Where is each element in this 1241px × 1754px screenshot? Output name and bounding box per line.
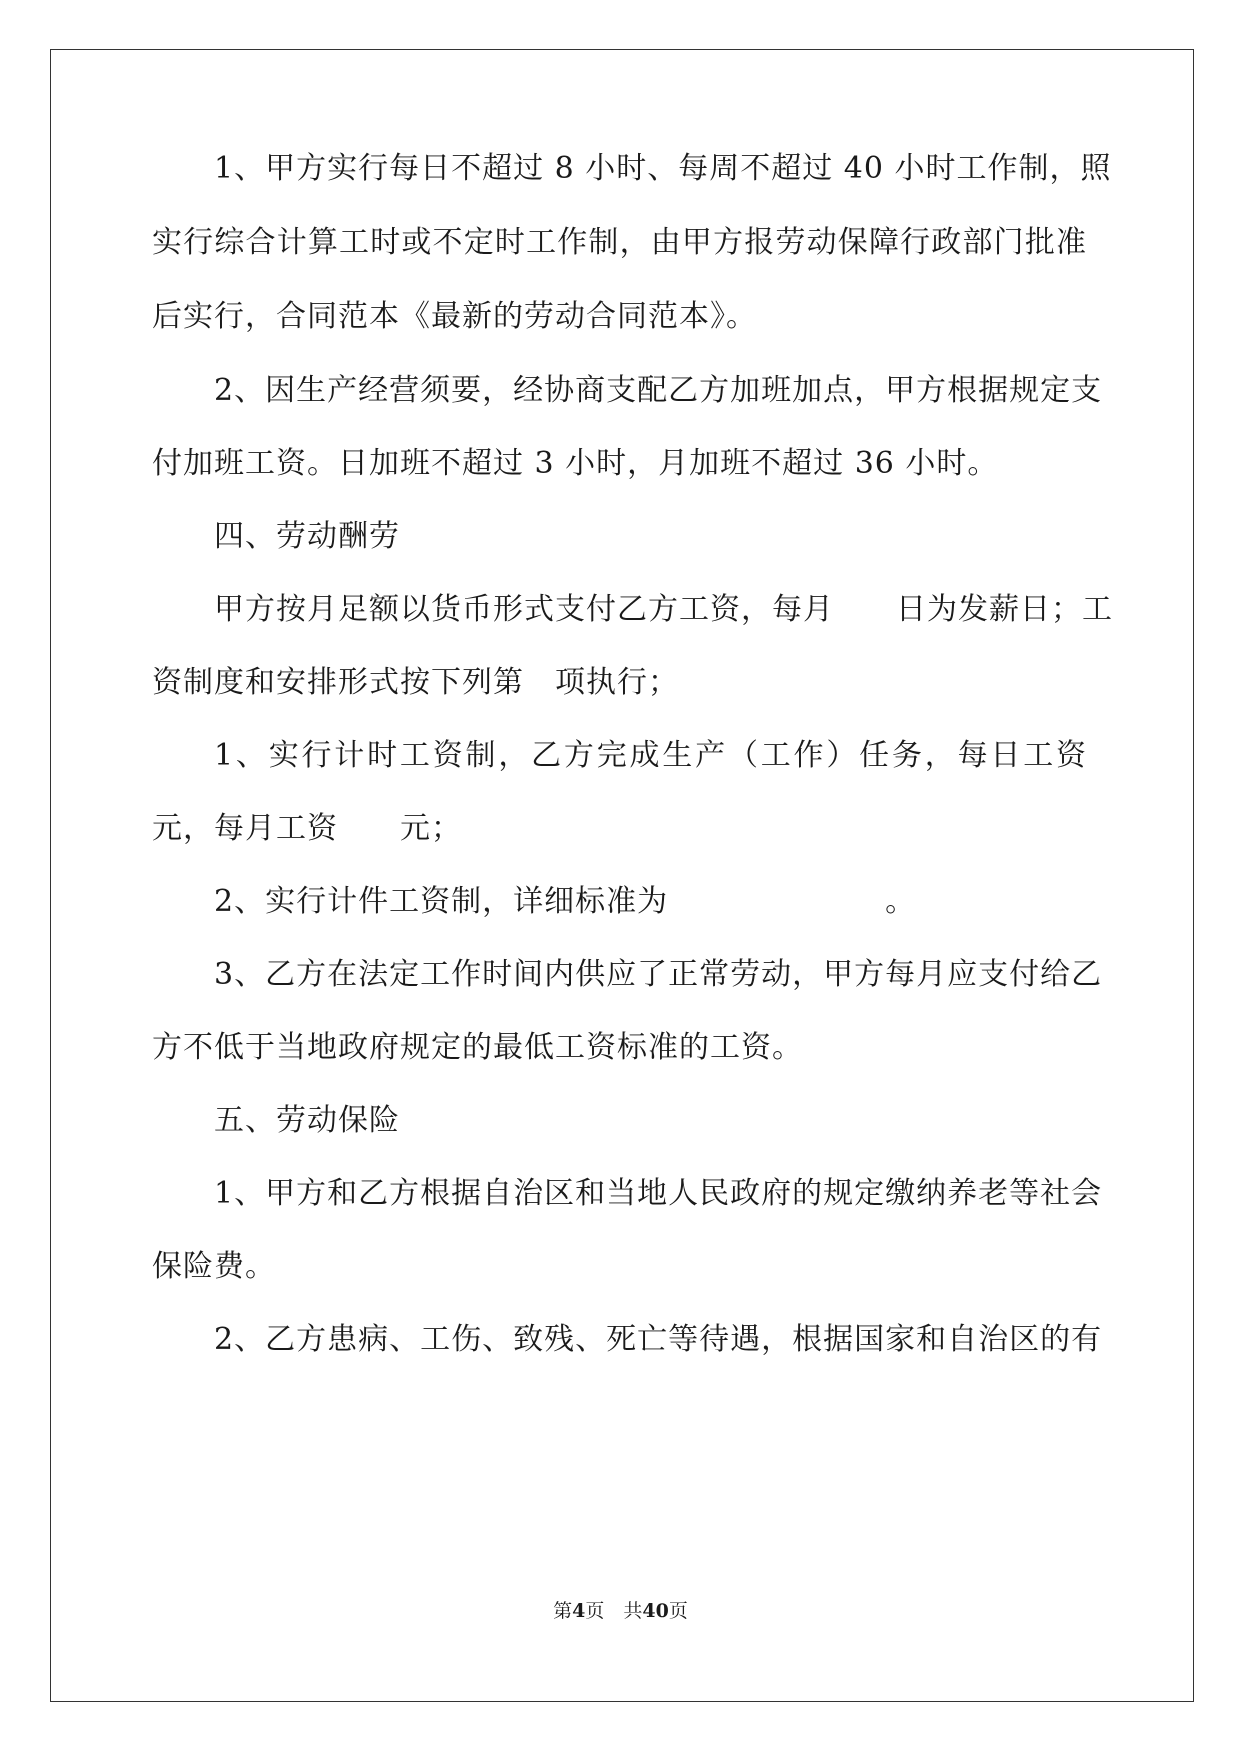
paragraph-line: 方不低于当地政府规定的最低工资标准的工资。 [152,1030,803,1065]
paragraph-line: 后实行，合同范本《最新的劳动合同范本》。 [152,299,757,334]
paragraph-line: 元，每月工资 元； [152,811,462,846]
paragraph-line: 甲方按月足额以货币形式支付乙方工资，每月 日为发薪日；工 [214,592,1113,627]
footer-prefix: 第 [553,1600,573,1622]
page-number-footer [0,1598,1241,1624]
paragraph-line: 保险费。 [152,1249,276,1284]
paragraph-line: 1、甲方实行每日不超过 8 小时、每周不超过 40 小时工作制，照 [214,151,1112,186]
section-heading: 四、劳动酬劳 [214,519,400,554]
footer-middle: 页 共 [585,1600,643,1622]
paragraph-line: 2、因生产经营须要，经协商支配乙方加班加点，甲方根据规定支 [214,373,1103,408]
paragraph-line: 实行综合计算工时或不定时工作制，由甲方报劳动保障行政部门批准 [152,225,1087,260]
paragraph-line: 资制度和安排形式按下列第 项执行； [152,665,679,700]
paragraph-line: 1、实行计时工资制，乙方完成生产（工作）任务，每日工资 [214,738,1087,773]
paragraph-line: 2、实行计件工资制，详细标准为 。 [214,884,917,919]
paragraph-line: 3、乙方在法定工作时间内供应了正常劳动，甲方每月应支付给乙 [214,957,1103,992]
current-page-number: 4 [572,1600,586,1622]
total-page-count: 40 [642,1600,669,1622]
paragraph-line: 2、乙方患病、工伤、致残、死亡等待遇，根据国家和自治区的有 [214,1322,1103,1357]
footer-suffix: 页 [668,1600,688,1622]
section-heading: 五、劳动保险 [214,1103,400,1138]
paragraph-line: 付加班工资。日加班不超过 3 小时，月加班不超过 36 小时。 [152,446,999,481]
paragraph-line: 1、甲方和乙方根据自治区和当地人民政府的规定缴纳养老等社会 [214,1176,1103,1211]
